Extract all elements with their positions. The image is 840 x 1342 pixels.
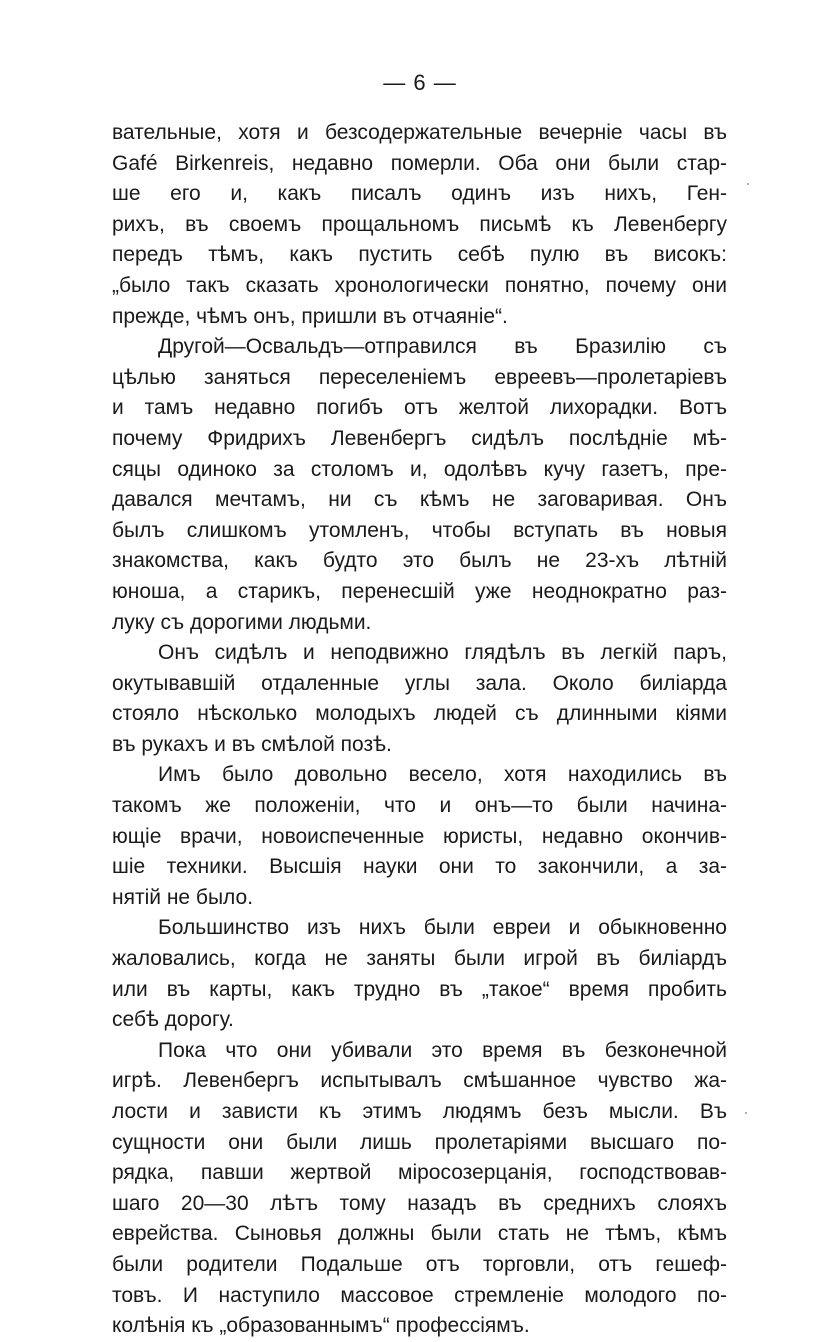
text-line: лости и зависти къ этимъ людямъ безъ мысли. Въ [112,1100,727,1123]
page-number: — 6 — [383,70,457,95]
text-line: колѣнiя къ „образованнымъ“ профессiямъ. [112,1314,530,1338]
text-line: или въ карты, какъ трудно въ „такое“ время пробить [112,977,727,1001]
text-line: почему Фридрихъ Левенбергъ сидѣлъ послѣднiе мѣ- [112,426,727,450]
text-line: игрѣ. Левенбергъ испытывалъ смѣшанное чувство жа- [112,1069,727,1093]
text-line: были родители Подальше отъ торговли, отъ гешеф- [112,1252,727,1276]
text-line: жаловались, когда не заняты были игрой въ билiардъ [112,947,727,971]
text-line: окутывавшiй отдаленные углы зала. Около билiарда [112,671,727,695]
text-line: юноша, а старикъ, перенесшiй уже неоднократно раз- [112,579,727,603]
text-line: Пока что они убивали это время въ безконечной [158,1038,727,1062]
body-text [112,118,727,1342]
text-line: еврейства. Сыновья должны были стать не тѣмъ, кѣмъ [112,1222,727,1246]
text-line: себѣ дорогу. [112,1008,234,1032]
text-line: товъ. И наступило массовое стремленiе молодого по- [112,1283,727,1307]
text-line: шiе техники. Высшiя науки они то закончили, а за- [112,855,727,879]
text-line: передъ тѣмъ, какъ пустить себѣ пулю въ високъ: [112,243,727,267]
text-line: рядка, павши жертвой мiросозерцанiя, господствовав- [112,1161,727,1185]
text-line: вательные, хотя и безсодержательные вечернiе часы въ [112,121,727,144]
text-line: ше его и, какъ писалъ одинъ изъ нихъ, Ген- [112,182,727,206]
text-line: Другой—Освальдъ—отправился въ Бразилiю съ [158,335,727,359]
scan-speck [747,183,749,185]
text-line: прежде, чѣмъ онъ, пришли въ отчаянiе“. [112,304,508,328]
text-line: Имъ было довольно весело, хотя находились въ [158,763,727,787]
text-line: знакомства, какъ будто это былъ не 23-хъ лѣтнiй [112,549,727,573]
text-line: шаго 20—30 лѣтъ тому назадъ въ среднихъ слояхъ [112,1191,727,1215]
text-line: луку съ дорогими людьми. [112,610,372,634]
text-line: нятiй не было. [112,885,254,909]
text-line: сяцы одиноко за столомъ и, одолѣвъ кучу газетъ, пре- [112,457,727,481]
text-line: цѣлью заняться переселенiемъ евреевъ—пролетарiевъ [112,365,727,389]
scan-speck [745,1112,747,1114]
text-line: Большинство изъ нихъ были евреи и обыкновенно [158,916,727,940]
text-line: давался мечтамъ, ни съ кѣмъ не заговаривая. Онъ [112,488,727,512]
text-line: Онъ сидѣлъ и неподвижно глядѣлъ въ легкiй паръ, [158,641,727,665]
text-line: Gafé Birkenreis, недавно померли. Оба они были стар- [112,151,727,175]
text-line: рихъ, въ своемъ прощальномъ письмѣ къ Левенбергу [112,212,727,236]
text-line: и тамъ недавно погибъ отъ желтой лихорадки. Вотъ [112,396,727,420]
text-line: ющiе врачи, новоиспеченные юристы, недавно окончив- [112,824,727,848]
text-line: стояло нѣсколько молодыхъ людей съ длинными кiями [112,702,727,726]
text-line: въ рукахъ и въ смѣлой позѣ. [112,732,392,756]
text-line: „было такъ сказать хронологически понятно, почему они [112,273,727,297]
text-line: сущности они были лишь пролетарiями высшаго по- [112,1130,727,1154]
text-line: былъ слишкомъ утомленъ, чтобы вступать въ новыя [112,518,727,542]
text-line: такомъ же положенiи, что и онъ—то были начина- [112,794,727,818]
